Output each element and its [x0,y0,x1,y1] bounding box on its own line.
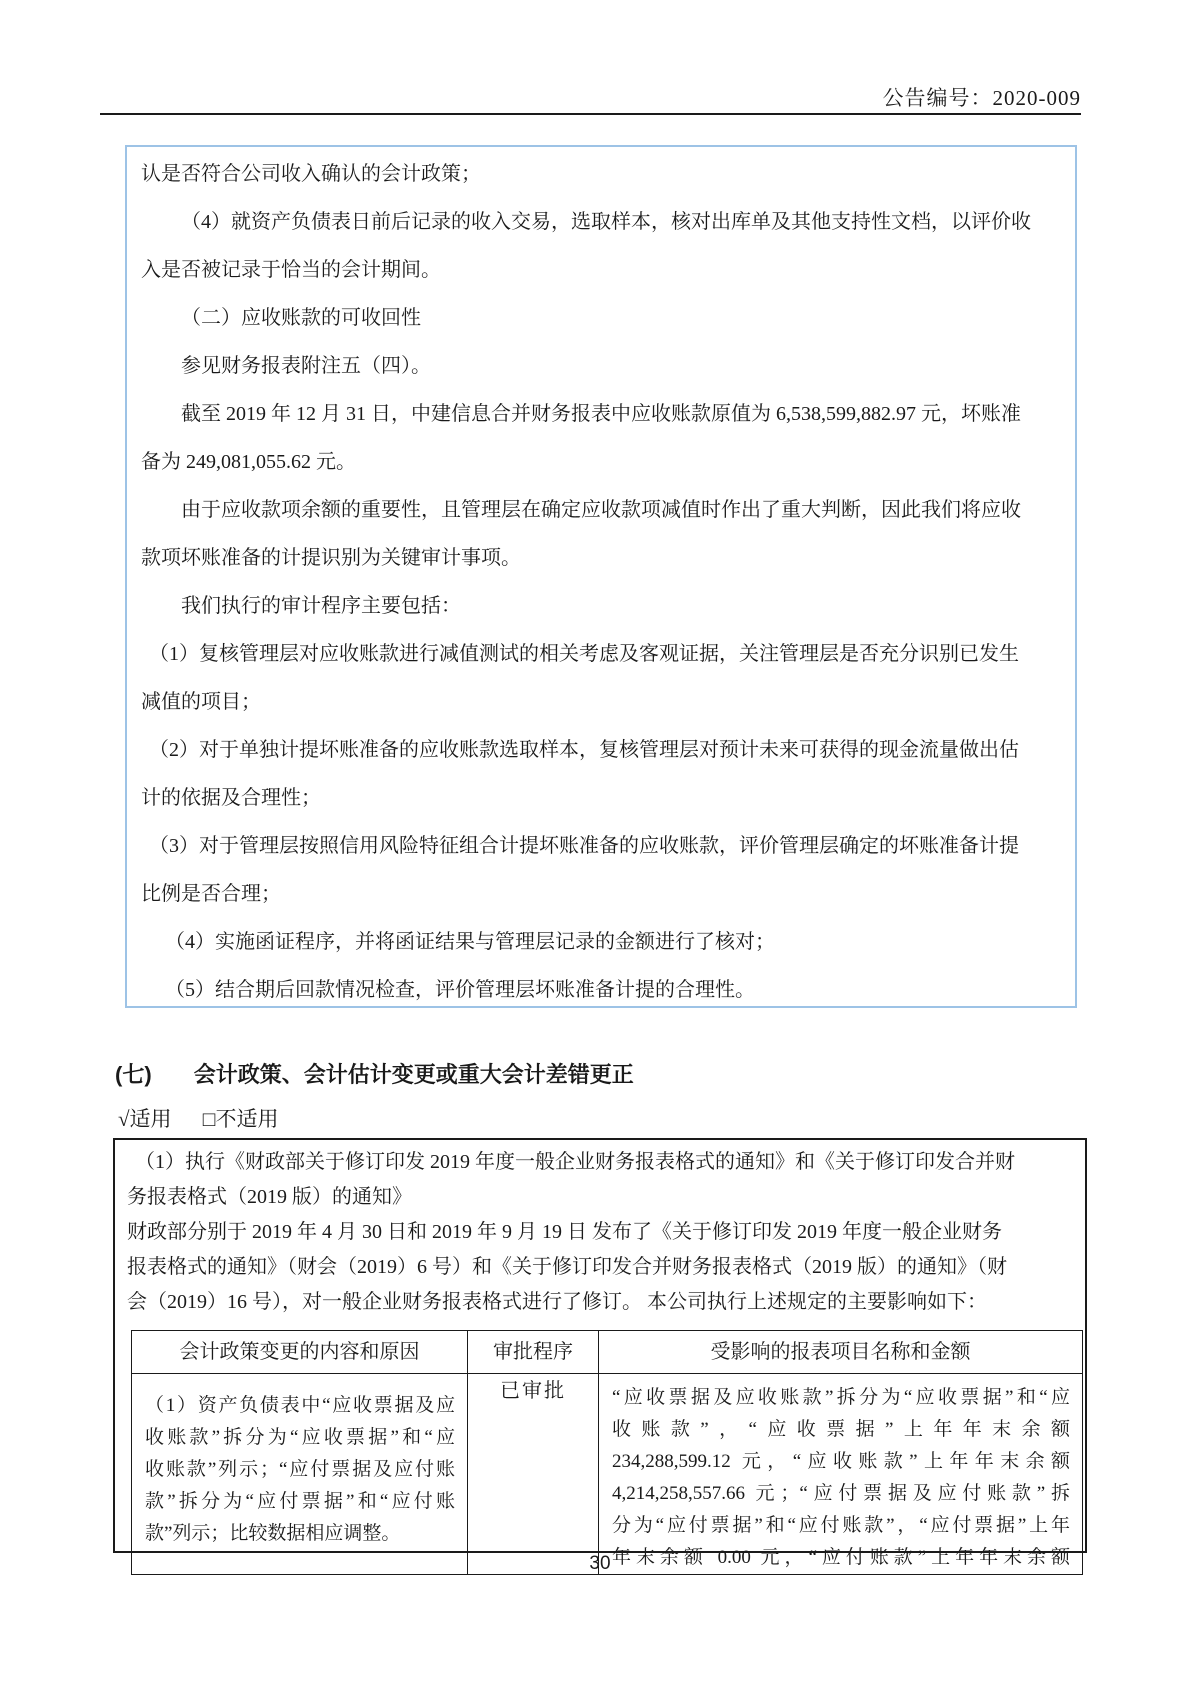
reason-text-line: 收账款”列示；“应付票据及应付账 [145,1459,455,1480]
impact-text-line: 分为“应付票据”和“应付账款”，“应付票据”上年 [612,1515,1070,1536]
reason-text-line: （1）资产负债表中“应收票据及应 [145,1395,455,1416]
audit-text-line: 我们执行的审计程序主要包括： [181,595,461,617]
audit-text-line: （4）就资产负债表日前后记录的收入交易，选取样本，核对出库单及其他支持性文档，以评价收 [181,211,1031,233]
approval-cell: 已审批 [468,1374,599,1575]
impact-text-line: 收账款”，“应收票据”上年年末余额 [612,1419,1070,1440]
policy-text-line: 财政部分别于 2019 年 4 月 30 日和 2019 年 9 月 19 日 发布了《关于修订印发 2019 年度一般企业财务 [127,1221,1002,1243]
policy-text-line: 会（2019）16 号），对一般企业财务报表格式进行了修订。 本公司执行上述规定的主要影响如下： [127,1291,987,1313]
policy-text-line: 报表格式的通知》（财会（2019）6 号）和《关于修订印发合并财务报表格式（2019 版）的通知》（财 [127,1256,1007,1278]
announcement-number: 公告编号：2020-009 [882,86,1081,110]
reason-text-line: 款”列示；比较数据相应调整。 [145,1523,401,1544]
audit-text-line: （二）应收账款的可收回性 [181,307,421,329]
audit-text-line: 截至 2019 年 12 月 31 日，中建信息合并财务报表中应收账款原值为 6,538,599,882.97 元，坏账准 [181,403,1021,425]
audit-text-line: 款项坏账准备的计提识别为关键审计事项。 [141,547,521,569]
audit-text-line: 计的依据及合理性； [141,787,321,809]
applicable-checked-option: √适用 [118,1107,172,1131]
section-heading [115,1058,634,1089]
audit-text-line: （4）实施函证程序，并将函证结果与管理层记录的金额进行了核对； [165,931,775,953]
reason-cell [132,1374,468,1575]
audit-text-line: 备为 249,081,055.62 元。 [141,451,356,473]
audit-text-line: 由于应收款项余额的重要性，且管理层在确定应收款项减值时作出了重大判断，因此我们将应收 [181,499,1021,521]
section-number: (七) [115,1062,152,1087]
key-audit-matter-box [125,145,1077,1008]
table-header-row [132,1331,1083,1374]
applicability-row [118,1103,304,1133]
header-approval: 审批程序 [468,1331,599,1374]
audit-text-line: （2）对于单独计提坏账准备的应收账款选取样本，复核管理层对预计未来可获得的现金流量做出估 [149,739,1019,761]
impact-text-line: “应收票据及应收账款”拆分为“应收票据”和“应 [612,1387,1070,1408]
policy-change-table [131,1330,1083,1575]
policy-text-line: 务报表格式（2019 版）的通知》 [127,1186,412,1208]
table-row [132,1374,1083,1575]
page-number: 30 [589,1553,611,1574]
impact-text-line: 年末余额 0.00 元，“应付账款”上年年末余额 [612,1547,1070,1568]
audit-text-line: （3）对于管理层按照信用风险特征组合计提坏账准备的应收账款，评价管理层确定的坏账准备计提 [149,835,1019,857]
header-reason: 会计政策变更的内容和原因 [132,1331,468,1374]
section-title: 会计政策、会计估计变更或重大会计差错更正 [193,1062,634,1087]
audit-text-line: 参见财务报表附注五（四）。 [181,355,431,377]
header-impact: 受影响的报表项目名称和金额 [599,1331,1083,1374]
audit-text-line: 减值的项目； [141,691,261,713]
impact-text-line: 234,288,599.12 元，“应收账款”上年年末余额 [612,1451,1070,1472]
audit-text-line: （5）结合期后回款情况检查，评价管理层坏账准备计提的合理性。 [165,979,755,1001]
impact-cell [599,1374,1083,1575]
reason-text-line: 收账款”拆分为“应收票据”和“应 [145,1427,455,1448]
policy-text-line: （1）执行《财政部关于修订印发 2019 年度一般企业财务报表格式的通知》和《关于修订印发合并财 [135,1151,1015,1173]
audit-text-line: （1）复核管理层对应收账款进行减值测试的相关考虑及客观证据，关注管理层是否充分识别已发生 [149,643,1019,665]
header-rule [100,113,1081,115]
reason-text-line: 款”拆分为“应付票据”和“应付账 [145,1491,455,1512]
impact-text-line: 4,214,258,557.66 元；“应付票据及应付账款”拆 [612,1483,1070,1504]
audit-text-line: 入是否被记录于恰当的会计期间。 [141,259,441,281]
audit-text-line: 认是否符合公司收入确认的会计政策； [141,163,481,185]
not-applicable-option: □不适用 [202,1107,279,1131]
audit-text-line: 比例是否合理； [141,883,281,905]
